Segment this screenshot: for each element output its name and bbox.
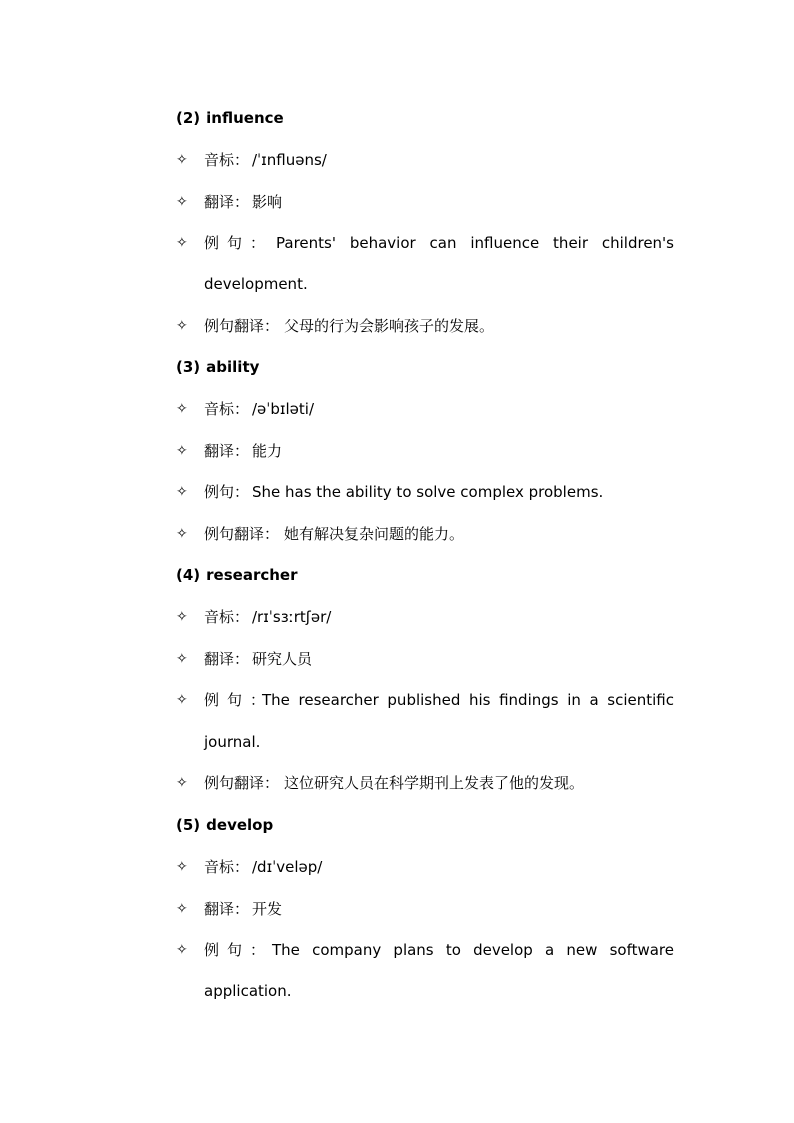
translation-text: 能力 [252, 442, 283, 460]
example-continuation: application. [204, 982, 292, 1000]
entry-heading-ability: (3) ability [176, 358, 260, 376]
diamond-bullet-icon: ✧ [176, 526, 188, 542]
example-translation-row: ✧ 例句翻译： 这位研究人员在科学期刊上发表了他的发现。 [0, 771, 794, 795]
diamond-bullet-icon: ✧ [176, 609, 188, 625]
diamond-bullet-icon: ✧ [176, 484, 188, 500]
example-text: The researcher published his findings in a scientific [262, 691, 674, 709]
diamond-bullet-icon: ✧ [176, 194, 188, 210]
diamond-bullet-icon: ✧ [176, 775, 188, 791]
diamond-bullet-icon: ✧ [176, 901, 188, 917]
example-row: ✧ 例句： She has the ability to solve complex problems. [0, 480, 794, 504]
diamond-bullet-icon: ✧ [176, 235, 188, 251]
example-translation-row: ✧ 例句翻译： 她有解决复杂问题的能力。 [0, 522, 794, 546]
example-text: The company plans to develop a new software [272, 941, 674, 959]
example-text: Parents' behavior can influence their children's [276, 234, 674, 252]
translation-row: ✧ 翻译： 能力 [0, 439, 794, 463]
example-row: ✧ 例句： Parents' behavior can influence their children's [0, 231, 794, 255]
phonetic-text: /rɪˈsɜːrtʃər/ [252, 608, 332, 626]
entry-heading-researcher: (4) researcher [176, 566, 298, 584]
diamond-bullet-icon: ✧ [176, 651, 188, 667]
example-continuation: journal. [204, 733, 261, 751]
example-translation-text: 她有解决复杂问题的能力。 [284, 525, 465, 543]
translation-row: ✧ 翻译： 研究人员 [0, 647, 794, 671]
diamond-bullet-icon: ✧ [176, 401, 188, 417]
translation-text: 开发 [252, 900, 283, 918]
example-text: She has the ability to solve complex problems. [252, 483, 604, 501]
example-translation-row: ✧ 例句翻译： 父母的行为会影响孩子的发展。 [0, 314, 794, 338]
diamond-bullet-icon: ✧ [176, 692, 188, 708]
phonetic-row: ✧ 音标： /rɪˈsɜːrtʃər/ [0, 605, 794, 629]
entry-word: influence [206, 109, 284, 127]
example-continuation: development. [204, 275, 308, 293]
entry-word: develop [206, 816, 274, 834]
translation-row: ✧ 翻译： 开发 [0, 897, 794, 921]
entry-heading-develop: (5) develop [176, 816, 274, 834]
phonetic-row: ✧ 音标： /ˈɪnfluəns/ [0, 148, 794, 172]
translation-text: 影响 [252, 193, 283, 211]
diamond-bullet-icon: ✧ [176, 152, 188, 168]
diamond-bullet-icon: ✧ [176, 318, 188, 334]
phonetic-text: /ˈɪnfluəns/ [252, 151, 327, 169]
phonetic-row: ✧ 音标： /əˈbɪləti/ [0, 397, 794, 421]
phonetic-text: /əˈbɪləti/ [252, 400, 314, 418]
diamond-bullet-icon: ✧ [176, 859, 188, 875]
example-row: ✧ 例句： The researcher published his findings in a scientific [0, 688, 794, 712]
translation-text: 研究人员 [252, 650, 313, 668]
phonetic-row: ✧ 音标： /dɪˈveləp/ [0, 855, 794, 879]
translation-row: ✧ 翻译： 影响 [0, 190, 794, 214]
entry-word: researcher [206, 566, 298, 584]
example-row: ✧ 例句： The company plans to develop a new software [0, 938, 794, 962]
example-translation-text: 父母的行为会影响孩子的发展。 [284, 317, 495, 335]
diamond-bullet-icon: ✧ [176, 942, 188, 958]
example-translation-text: 这位研究人员在科学期刊上发表了他的发现。 [284, 774, 585, 792]
phonetic-text: /dɪˈveləp/ [252, 858, 323, 876]
entry-word: ability [206, 358, 260, 376]
entry-heading-influence: (2) influence [176, 109, 284, 127]
diamond-bullet-icon: ✧ [176, 443, 188, 459]
